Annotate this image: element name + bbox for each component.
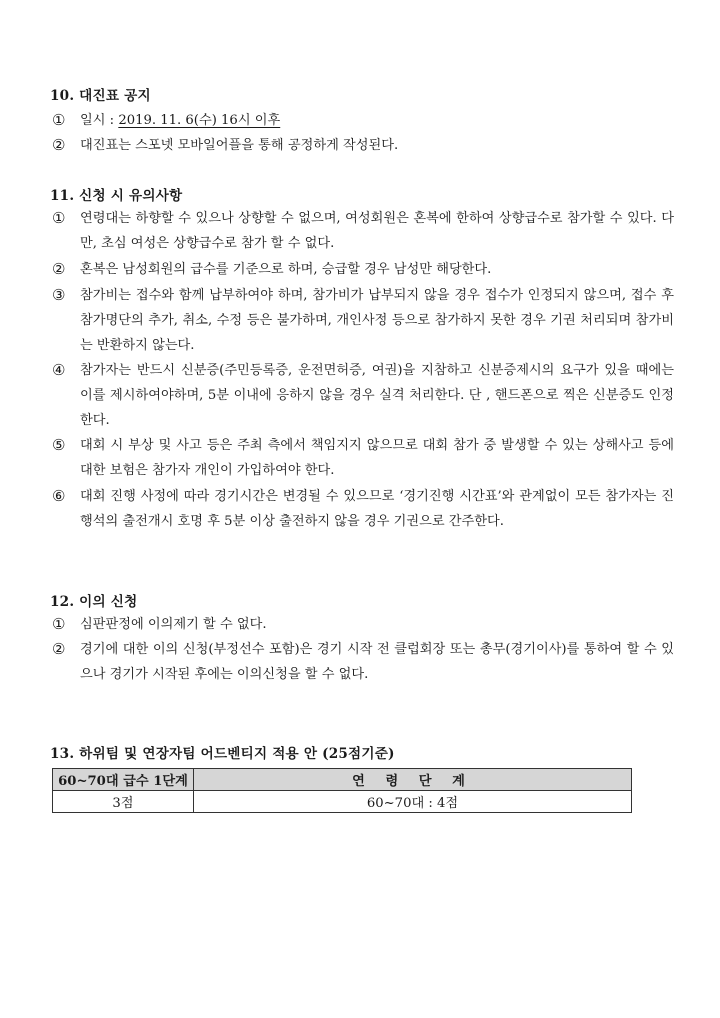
section-12-item-1 [52, 612, 674, 637]
schedule-date: 2019. 11. 6(수) 16시 이후 [118, 113, 281, 128]
table-cell: 60~70대 : 4점 [194, 791, 632, 813]
item-number: ① [52, 111, 66, 129]
item-text: 대회 진행 사정에 따라 경기시간은 변경될 수 있으므로 ‘경기진행 시간표’와 관계없이 모든 참가자는 진행석의 출전개시 호명 후 5분 이상 출전하지 않을 경우 기권으로 간주한다. [80, 489, 674, 529]
section-11-item-5 [52, 433, 674, 483]
section-11-item-6 [52, 484, 674, 534]
column-header-age: 연 령 단 계 [194, 769, 632, 791]
column-header-grade: 60~70대 급수 1단계 [53, 769, 194, 791]
section-11-item-4 [52, 358, 674, 433]
table-row [53, 791, 632, 813]
item-number: ① [52, 615, 66, 633]
section-10-item-1 [52, 108, 674, 133]
item-text: 참가비는 접수와 함께 납부하여야 하며, 참가비가 납부되지 않을 경우 접수가 인정되지 않으며, 접수 후 참가명단의 추가, 취소, 수정 등은 불가하며, 개인사정 등으로 참가하지 못한 경우 기권 처리되며 참가비는 반환하지 않는다. [80, 288, 674, 353]
item-text: 참가자는 반드시 신분증(주민등록증, 운전면허증, 여권)을 지참하고 신분증제시의 요구가 있을 때에는 이를 제시하여야하며, 5분 이내에 응하지 않을 경우 실격 처리한다. 단 , 핸드폰으로 찍은 신분증도 인정 한다. [80, 363, 674, 428]
item-number: ④ [52, 361, 66, 379]
item-text: 대진표는 스포넷 모바일어플을 통해 공정하게 작성된다. [80, 138, 399, 153]
item-text: 연령대는 하향할 수 있으나 상향할 수 없으며, 여성회원은 혼복에 한하여 상향급수로 참가할 수 있다. 다만, 초심 여성은 상향급수로 참가 할 수 없다. [80, 211, 674, 251]
section-10-item-2 [52, 133, 674, 158]
item-number: ② [52, 136, 66, 154]
item-number: ② [52, 640, 66, 658]
section-12-item-2 [52, 637, 674, 687]
section-11-item-1 [52, 206, 674, 256]
item-number: ⑥ [52, 487, 66, 505]
section-11-item-3 [52, 283, 674, 358]
advantage-table [52, 768, 632, 813]
section-12-heading: 12. 이의 신청 [50, 594, 138, 610]
item-prefix: 일시 : [80, 113, 119, 128]
section-11-item-2 [52, 257, 674, 282]
item-number: ② [52, 260, 66, 278]
section-10-heading: 10. 대진표 공지 [50, 88, 151, 104]
section-11-heading: 11. 신청 시 유의사항 [50, 188, 183, 204]
item-text: 심판판정에 이의제기 할 수 없다. [80, 617, 267, 632]
item-text: 혼복은 남성회원의 급수를 기준으로 하며, 승급할 경우 남성만 해당한다. [80, 262, 492, 277]
section-13-heading: 13. 하위팀 및 연장자팀 어드벤티지 적용 안 (25점기준) [50, 746, 395, 762]
table-cell: 3점 [53, 791, 194, 813]
table-header-row [53, 769, 632, 791]
item-number: ① [52, 209, 66, 227]
item-text: 대회 시 부상 및 사고 등은 주최 측에서 책임지지 않으므로 대회 참가 중 발생할 수 있는 상해사고 등에 대한 보험은 참가자 개인이 가입하여야 한다. [80, 438, 674, 478]
item-number: ③ [52, 286, 66, 304]
item-text: 경기에 대한 이의 신청(부정선수 포함)은 경기 시작 전 클럽회장 또는 총무(경기이사)를 통하여 할 수 있으나 경기가 시작된 후에는 이의신청을 할 수 없다. [80, 642, 674, 682]
item-number: ⑤ [52, 436, 66, 454]
